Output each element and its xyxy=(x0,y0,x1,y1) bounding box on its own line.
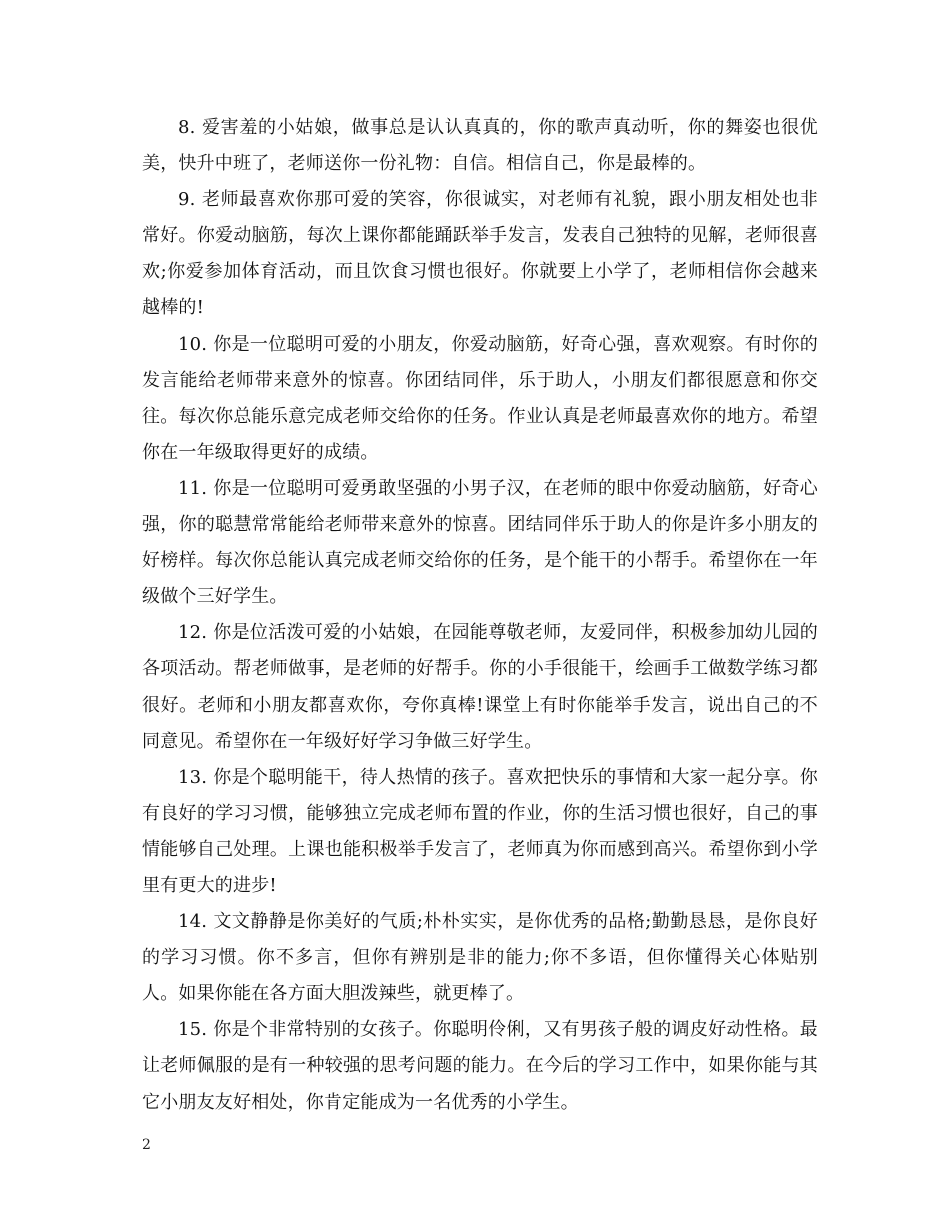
paragraph-9: 9. 老师最喜欢你那可爱的笑容，你很诚实，对老师有礼貌，跟小朋友相处也非常好。你爱动脑筋，每次上课你都能踊跃举手发言，发表自己独特的见解，老师很喜欢;你爱参加体育活动，而且饮食习惯也很好。你就要上小学了，老师相信你会越来越棒的! xyxy=(142,189,818,319)
paragraph-13: 13. 你是个聪明能干，待人热情的孩子。喜欢把快乐的事情和大家一起分享。你有良好的学习习惯，能够独立完成老师布置的作业，你的生活习惯也很好，自己的事情能够自己处理。上课也能积极举手发言了，老师真为你而感到高兴。希望你到小学里有更大的进步! xyxy=(142,766,818,896)
paragraph-8: 8. 爱害羞的小姑娘，做事总是认认真真的，你的歌声真动听，你的舞姿也很优美，快升中班了，老师送你一份礼物：自信。相信自己，你是最棒的。 xyxy=(142,117,818,175)
document-body xyxy=(142,110,818,1121)
page-number: 2 xyxy=(142,1137,151,1153)
paragraph-10: 10. 你是一位聪明可爱的小朋友，你爱动脑筋，好奇心强，喜欢观察。有时你的发言能给老师带来意外的惊喜。你团结同伴，乐于助人，小朋友们都很愿意和你交往。每次你总能乐意完成老师交给你的任务。作业认真是老师最喜欢你的地方。希望你在一年级取得更好的成绩。 xyxy=(142,333,818,463)
paragraph-12: 12. 你是位活泼可爱的小姑娘，在园能尊敬老师，友爱同伴，积极参加幼儿园的各项活动。帮老师做事，是老师的好帮手。你的小手很能干，绘画手工做数学练习都很好。老师和小朋友都喜欢你，夸你真棒!课堂上有时你能举手发言，说出自己的不同意见。希望你在一年级好好学习争做三好学生。 xyxy=(142,622,818,752)
paragraph-15: 15. 你是个非常特别的女孩子。你聪明伶俐，又有男孩子般的调皮好动性格。最让老师佩服的是有一种较强的思考问题的能力。在今后的学习工作中，如果你能与其它小朋友友好相处，你肯定能成为一名优秀的小学生。 xyxy=(142,1019,818,1113)
paragraph-11: 11. 你是一位聪明可爱勇敢坚强的小男子汉，在老师的眼中你爱动脑筋，好奇心强，你的聪慧常常能给老师带来意外的惊喜。团结同伴乐于助人的你是许多小朋友的好榜样。每次你总能认真完成老师交给你的任务，是个能干的小帮手。希望你在一年级做个三好学生。 xyxy=(142,477,818,608)
paragraph-14: 14. 文文静静是你美好的气质;朴朴实实，是你优秀的品格;勤勤恳恳，是你良好的学习习惯。你不多言，但你有辨别是非的能力;你不多语，但你懂得关心体贴别人。如果你能在各方面大胆泼辣些，就更棒了。 xyxy=(142,911,818,1005)
